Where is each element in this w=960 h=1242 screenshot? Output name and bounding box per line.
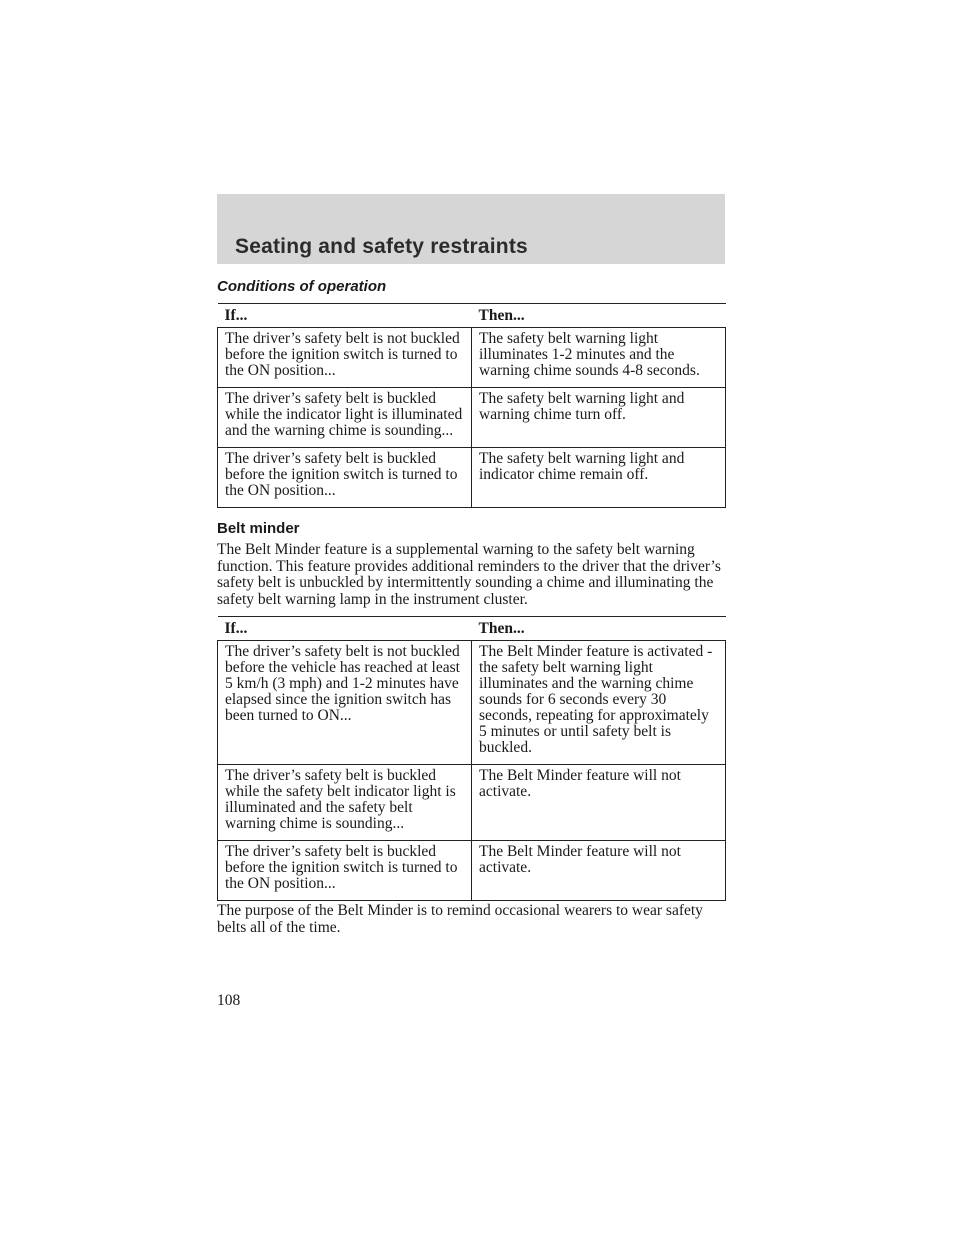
table-row (218, 328, 726, 388)
page-content (217, 278, 725, 936)
table-row (218, 765, 726, 841)
column-header-then: Then... (472, 617, 726, 641)
belt-minder-intro: The Belt Minder feature is a supplemental warning to the safety belt warning function. This feature provides additional reminders to the driver that the driver’s safety belt is unbuckled by intermittently sounding a chime and illuminating the safety belt warning lamp in the instrument cluster. (217, 541, 721, 608)
result-cell: The Belt Minder feature will not activate. (472, 765, 726, 841)
table-header-row (218, 617, 726, 641)
page-title: Seating and safety restraints (235, 235, 528, 258)
table-row (218, 448, 726, 508)
result-cell: The Belt Minder feature is activated - the safety belt warning light illuminates and the warning chime sounds for 6 seconds every 30 seconds, repeating for approximately 5 minutes or until safety belt is buckled. (472, 641, 726, 765)
table-header-row (218, 304, 726, 328)
table-row (218, 841, 726, 901)
result-cell: The safety belt warning light and warning chime turn off. (472, 388, 726, 448)
condition-cell: The driver’s safety belt is buckled while the safety belt indicator light is illuminated and the safety belt warning chime is sounding... (218, 765, 472, 841)
belt-minder-heading: Belt minder (217, 520, 300, 537)
column-header-then: Then... (472, 304, 726, 328)
column-header-if: If... (218, 617, 472, 641)
condition-cell: The driver’s safety belt is buckled before the ignition switch is turned to the ON position... (218, 448, 472, 508)
condition-cell: The driver’s safety belt is buckled while the indicator light is illuminated and the warning chime is sounding... (218, 388, 472, 448)
belt-minder-table (217, 616, 726, 901)
column-header-if: If... (218, 304, 472, 328)
belt-minder-closing: The purpose of the Belt Minder is to remind occasional wearers to wear safety belts all of the time. (217, 902, 703, 936)
result-cell: The safety belt warning light and indicator chime remain off. (472, 448, 726, 508)
result-cell: The safety belt warning light illuminates 1-2 minutes and the warning chime sounds 4-8 seconds. (472, 328, 726, 388)
conditions-heading: Conditions of operation (217, 278, 387, 295)
conditions-table (217, 303, 726, 508)
condition-cell: The driver’s safety belt is buckled before the ignition switch is turned to the ON position... (218, 841, 472, 901)
table-row (218, 388, 726, 448)
section-header-band (217, 194, 725, 264)
page-number: 108 (217, 992, 241, 1009)
table-row (218, 641, 726, 765)
condition-cell: The driver’s safety belt is not buckled before the vehicle has reached at least 5 km/h (3 mph) and 1-2 minutes have elapsed since the ignition switch has been turned to ON... (218, 641, 472, 765)
result-cell: The Belt Minder feature will not activate. (472, 841, 726, 901)
condition-cell: The driver’s safety belt is not buckled before the ignition switch is turned to the ON position... (218, 328, 472, 388)
